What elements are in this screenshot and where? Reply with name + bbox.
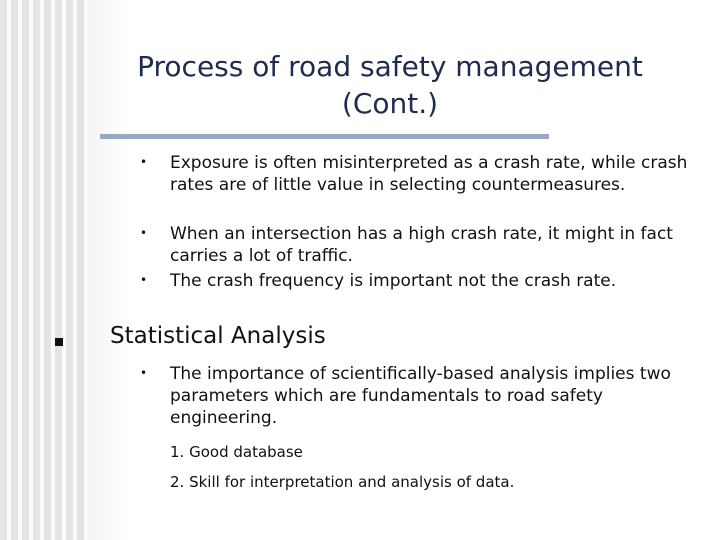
bullet-item-3: The crash frequency is important not the crash rate. (170, 271, 617, 291)
bullet-marker-1: • (140, 155, 148, 169)
bullet-marker-2: • (140, 226, 148, 240)
bullet-item-2: When an intersection has a high crash rate, it might in fact carries a lot of traffic. (170, 224, 673, 266)
numbered-item-1-text: Good database (189, 443, 303, 461)
slide-title (90, 48, 690, 122)
numbered-item-2-number: 2. (170, 473, 185, 491)
bullet-item-1: Exposure is often misinterpreted as a crash rate, while crash rates are of little value in selecting countermeasures. (170, 153, 688, 195)
title-line-1: Process of road safety management (137, 50, 643, 83)
bullet-marker-3: • (140, 273, 148, 287)
numbered-item-2 (170, 473, 514, 491)
square-bullet-icon (55, 338, 63, 346)
bullet-item-4: The importance of scientifically-based analysis implies two parameters which are fundamentals to road safety engineering. (170, 364, 671, 428)
bullet-marker-4: • (140, 366, 148, 380)
decorative-stripes (0, 0, 88, 540)
numbered-item-1-number: 1. (170, 443, 185, 461)
section-heading: Statistical Analysis (110, 323, 326, 349)
title-underline (100, 134, 549, 139)
numbered-item-2-text: Skill for interpretation and analysis of data. (189, 473, 515, 491)
numbered-item-1 (170, 443, 303, 461)
title-line-2: (Cont.) (341, 87, 439, 120)
